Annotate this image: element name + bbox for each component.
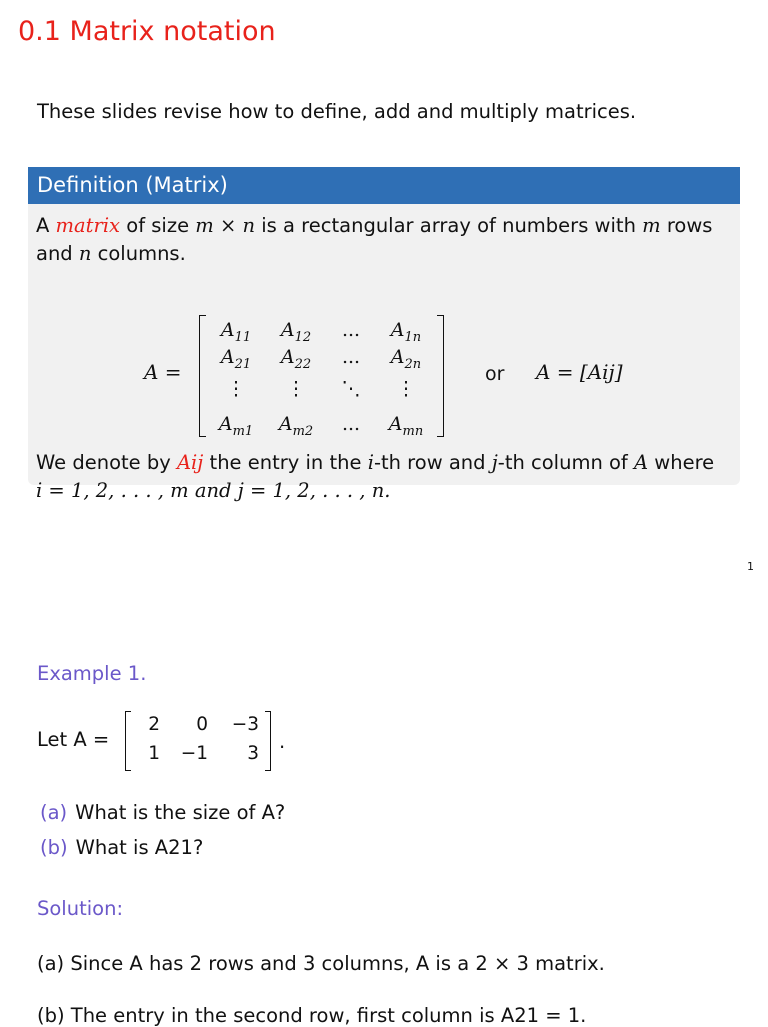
right-bracket xyxy=(437,315,444,437)
let-text: Let A = xyxy=(37,728,110,751)
answer-b: (b) The entry in the second row, first column is A21 = 1. xyxy=(37,1004,587,1027)
matrix-cell: $A_{21}$ xyxy=(220,346,252,372)
definition-body xyxy=(28,204,740,502)
matrix-cell: $A_{12}$ xyxy=(280,319,312,345)
definition-block xyxy=(28,167,740,502)
example-matrix-cell: 1 xyxy=(148,743,160,764)
matrix-cell: $A_{1n}$ xyxy=(390,319,422,345)
left-bracket xyxy=(199,315,206,437)
or-word: or xyxy=(485,363,505,385)
term-matrix: matrix xyxy=(55,214,121,237)
definition-header: Definition (Matrix) xyxy=(28,167,740,204)
entry-definition-text: We denote by Aij the entry in the i-th row and j-th column of A where i = 1, 2, . . . , m and j = 1, 2, . . . , n. xyxy=(36,451,715,502)
definition-text: A matrix of size m × n is a rectangular array of numbers with m rows and n columns. xyxy=(36,214,713,265)
matrix-cell: $A_{mn}$ xyxy=(388,413,424,439)
term-aij: Aij xyxy=(176,451,204,474)
matrix-lhs: A = xyxy=(144,360,182,384)
matrix-cell: $A_{m1}$ xyxy=(218,413,254,439)
example-matrix-cell: 0 xyxy=(196,714,208,735)
matrix-cell: ⋮ xyxy=(226,378,246,400)
example-matrix-cell: −3 xyxy=(231,714,259,735)
matrix-cell: ... xyxy=(341,319,361,341)
example-label: Example 1. xyxy=(37,662,147,685)
matrix-cell: ⋱ xyxy=(341,378,361,400)
answer-a: (a) Since A has 2 rows and 3 columns, A is a 2 × 3 matrix. xyxy=(37,952,605,975)
example-matrix-cell: 3 xyxy=(247,743,259,764)
example-matrix-line xyxy=(37,708,337,774)
matrix-cell: ... xyxy=(341,413,361,435)
matrix-cell: $A_{2n}$ xyxy=(390,346,422,372)
matrix-cell: $A_{m2}$ xyxy=(278,413,314,439)
matrix-rhs: A = [Aij] xyxy=(536,360,623,384)
question-b: (b) What is A21? xyxy=(40,836,204,859)
matrix-cell: ⋮ xyxy=(396,378,416,400)
page-number: 1 xyxy=(747,560,754,573)
question-a: (a) What is the size of A? xyxy=(40,801,286,824)
matrix-cell: $A_{11}$ xyxy=(220,319,252,345)
solution-label: Solution: xyxy=(37,897,124,920)
matrix-cell: $A_{22}$ xyxy=(280,346,312,372)
example-period: . xyxy=(279,730,286,753)
matrix-cell: ⋮ xyxy=(286,378,306,400)
intro-text: These slides revise how to define, add and multiply matrices. xyxy=(37,100,637,123)
example-right-bracket xyxy=(265,711,271,771)
matrix-cell: ... xyxy=(341,346,361,368)
general-matrix-equation xyxy=(28,312,740,440)
example-matrix-cell: 2 xyxy=(148,714,160,735)
slide-title: 0.1 Matrix notation xyxy=(18,16,276,47)
example-matrix-cell: −1 xyxy=(180,743,208,764)
